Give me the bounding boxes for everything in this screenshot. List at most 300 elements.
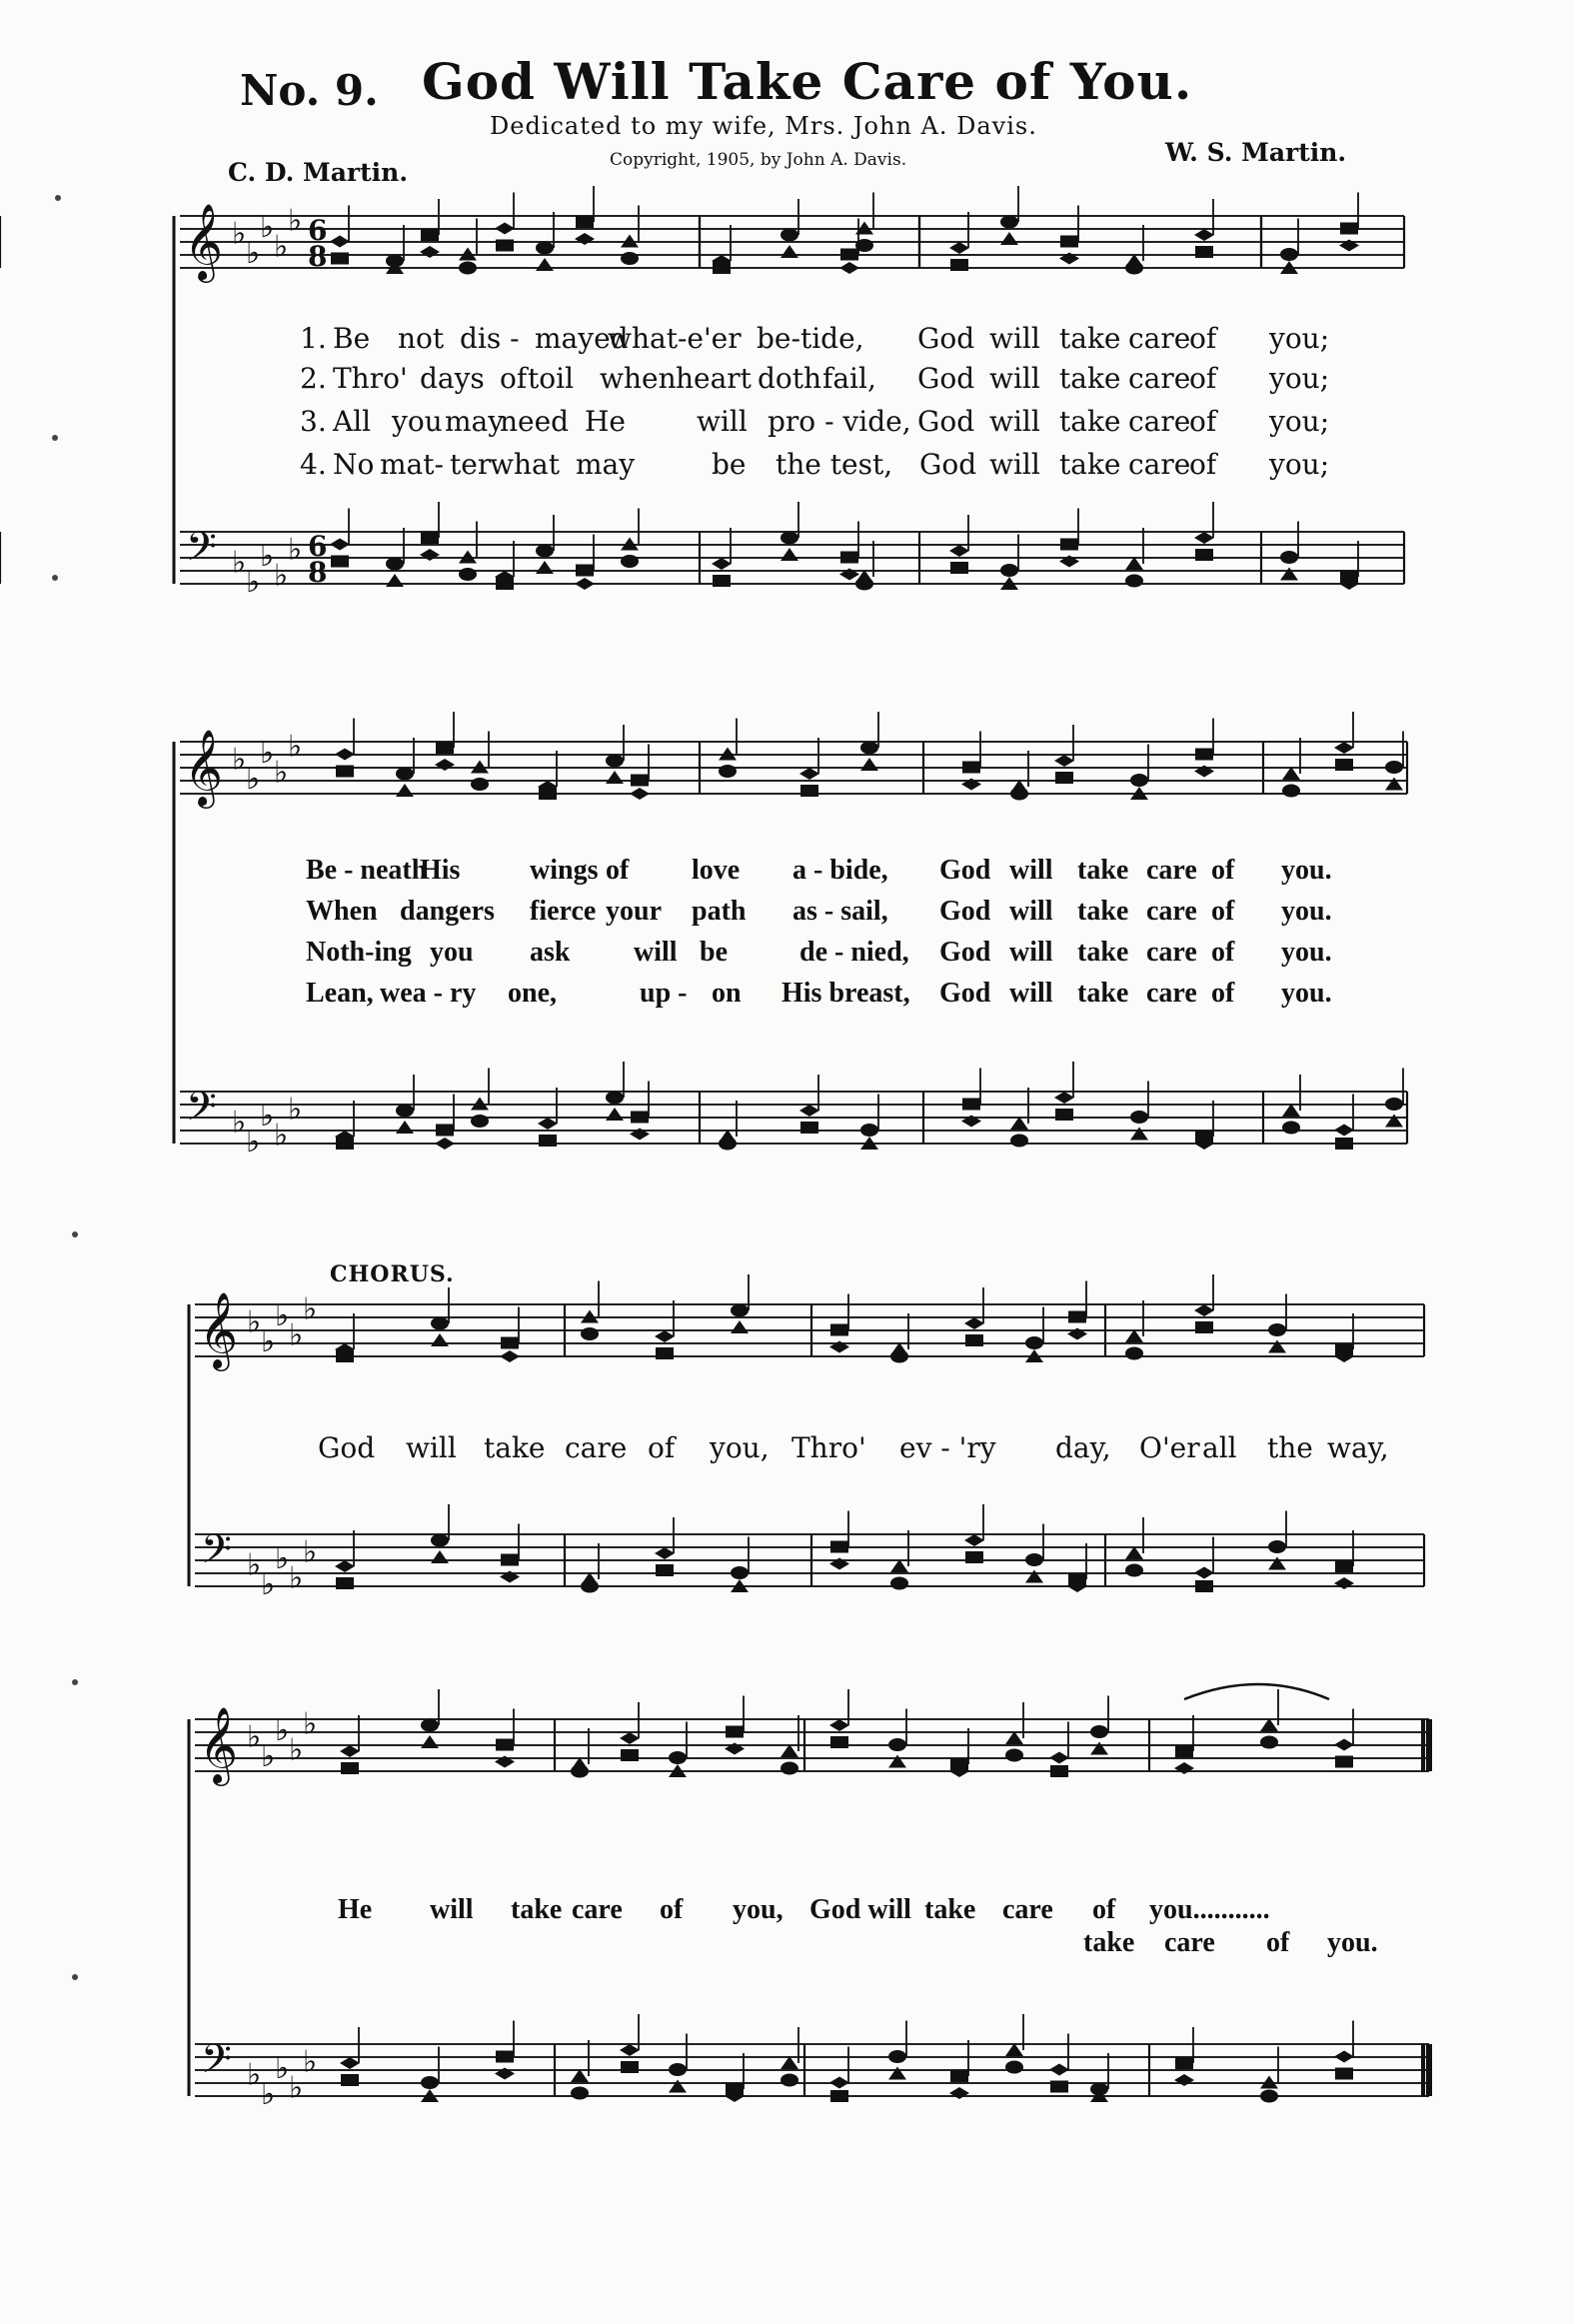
shape-note <box>495 223 515 235</box>
shape-note <box>396 1121 414 1134</box>
shape-note <box>840 249 858 261</box>
flat-sign: ♭ <box>232 1105 247 1141</box>
lyric-word: God <box>318 1431 376 1464</box>
lyric-word: of <box>1211 978 1235 1009</box>
shape-note <box>1175 2057 1193 2069</box>
lyric-word: take <box>1077 978 1129 1009</box>
lyric-word: Thro' <box>333 362 408 395</box>
shape-note <box>1335 1756 1353 1768</box>
lyric-word: will <box>430 1894 474 1925</box>
shape-note <box>1055 1109 1073 1121</box>
shape-note <box>421 2076 439 2089</box>
shape-note <box>1010 1135 1028 1148</box>
shape-note <box>656 1564 674 1576</box>
lyric-word: wea - ry <box>380 978 477 1009</box>
shape-note <box>830 1736 848 1748</box>
flat-sign: ♭ <box>246 565 261 600</box>
flat-sign: ♭ <box>288 729 303 765</box>
tie-arc <box>1184 1684 1329 1699</box>
lyric-word: take <box>1083 1927 1135 1958</box>
lyric-word: ter <box>450 448 492 481</box>
shape-note <box>536 545 554 558</box>
shape-note <box>459 262 477 275</box>
shape-note <box>830 2090 848 2102</box>
shape-note <box>496 578 514 590</box>
lyric-word: Be <box>333 322 371 355</box>
flat-sign: ♭ <box>232 742 247 778</box>
lyric-word: you <box>430 937 474 968</box>
shape-note <box>1049 2064 1069 2076</box>
flat-sign: ♭ <box>303 1534 318 1570</box>
shape-note <box>1060 236 1078 248</box>
shape-note <box>830 1324 848 1336</box>
shape-note <box>1025 1570 1043 1583</box>
shape-note <box>888 1755 906 1768</box>
lyric-word: Lean, <box>306 978 374 1009</box>
flat-sign: ♭ <box>274 558 289 594</box>
lyric-word: God <box>917 405 975 438</box>
flat-sign: ♭ <box>288 1092 303 1128</box>
shape-note <box>621 2061 639 2073</box>
shape-note <box>1068 1311 1086 1323</box>
lyric-word: all <box>1202 1431 1237 1464</box>
shape-note <box>536 258 554 271</box>
shape-note <box>459 568 477 581</box>
flat-sign: ♭ <box>247 2057 262 2093</box>
lyric-word: When <box>306 896 378 927</box>
lyric-word: when <box>600 362 677 395</box>
shape-note <box>341 2074 359 2086</box>
flat-sign: ♭ <box>274 755 289 791</box>
shape-note <box>576 216 594 228</box>
lyric-word: of <box>606 855 630 886</box>
lyric-word: 3. <box>300 405 327 438</box>
shape-note <box>1280 551 1298 564</box>
chorus-line-2-alto <box>0 1927 1574 1961</box>
shape-note <box>888 2050 906 2063</box>
shape-note <box>621 555 639 568</box>
lyric-word: you. <box>1281 978 1332 1009</box>
shape-note <box>336 766 354 778</box>
shape-note <box>621 1749 639 1761</box>
verse-1-line-2 <box>0 855 1574 889</box>
lyric-word: toil <box>528 362 575 395</box>
time-signature: 8 <box>308 240 328 273</box>
lyric-word: God <box>917 362 975 395</box>
shape-note <box>435 759 455 771</box>
lyric-word: God <box>939 855 991 886</box>
flat-sign: ♭ <box>303 1706 318 1742</box>
lyric-word: you. <box>1281 855 1332 886</box>
lyric-word: as - sail, <box>792 896 888 927</box>
flat-sign: ♭ <box>246 1125 261 1160</box>
shape-note <box>1049 1752 1069 1764</box>
shape-note <box>501 1554 519 1566</box>
scan-speck <box>52 435 58 441</box>
lyric-word: love <box>692 855 741 886</box>
shape-note <box>631 1112 649 1124</box>
shape-note <box>1010 788 1028 801</box>
lyric-word: care <box>1128 405 1191 438</box>
shape-note <box>1334 742 1354 754</box>
shape-note <box>1175 1745 1193 1757</box>
shape-note <box>496 2051 514 2063</box>
shape-note <box>965 1551 983 1563</box>
lyric-word: of <box>1092 1894 1116 1925</box>
treble-clef: 𝄞 <box>184 203 224 280</box>
flat-sign: ♭ <box>288 532 303 568</box>
verse-4-line-2 <box>0 978 1574 1012</box>
lyric-word: of <box>1211 937 1235 968</box>
shape-note <box>421 229 439 241</box>
shape-note <box>781 2074 798 2087</box>
lyric-word: up - <box>640 978 688 1009</box>
lyric-word: Noth-ing <box>306 937 412 968</box>
shape-note <box>630 788 650 800</box>
shape-note <box>1334 1739 1354 1751</box>
shape-note <box>1282 1122 1300 1135</box>
lyric-word: path <box>692 896 747 927</box>
shape-note <box>829 1719 849 1731</box>
lyric-word: God <box>917 322 975 355</box>
verse-3-line-2 <box>0 937 1574 971</box>
lyric-word: ev - 'ry <box>899 1431 996 1464</box>
shape-note <box>860 742 878 755</box>
shape-note <box>655 1547 675 1559</box>
shape-note <box>964 1534 984 1546</box>
lyric-word: God <box>919 448 977 481</box>
shape-note <box>656 1347 674 1359</box>
shape-note <box>1000 232 1018 245</box>
shape-note <box>731 1320 749 1333</box>
shape-note <box>1268 1557 1286 1570</box>
shape-note <box>890 1577 908 1590</box>
shape-note <box>496 1739 514 1751</box>
shape-note <box>799 1105 819 1117</box>
flat-sign: ♭ <box>288 203 303 239</box>
shape-note <box>712 558 732 570</box>
shape-note <box>1335 1560 1353 1572</box>
shape-note <box>386 574 404 587</box>
shape-note <box>396 1105 414 1118</box>
lyric-word: wings <box>530 855 599 886</box>
flat-sign: ♭ <box>247 1547 262 1583</box>
shape-note <box>606 1108 624 1121</box>
shape-note <box>840 552 858 564</box>
scan-speck <box>55 195 61 201</box>
lyric-word: 4. <box>300 448 327 481</box>
lyric-word: Thro' <box>791 1431 866 1464</box>
flat-sign: ♭ <box>261 1324 276 1359</box>
time-signature: 8 <box>308 556 328 589</box>
lyric-word: take <box>484 1431 546 1464</box>
lyric-word: God <box>939 937 991 968</box>
shape-note <box>950 562 968 574</box>
shape-note <box>949 545 969 557</box>
shape-note <box>1090 1742 1108 1755</box>
shape-note <box>719 1138 737 1151</box>
lyric-word: take <box>1059 448 1121 481</box>
shape-note <box>341 1762 359 1774</box>
shape-note <box>421 1719 439 1732</box>
lyric-word: take <box>1059 322 1121 355</box>
lyric-word: take <box>924 1894 976 1925</box>
shape-note <box>890 1350 908 1363</box>
time-signature: 6 <box>308 214 328 247</box>
lyric-word: God will <box>809 1894 911 1925</box>
flat-sign: ♭ <box>247 1304 262 1340</box>
shape-note <box>962 1099 980 1111</box>
chorus-line-2 <box>0 1894 1574 1928</box>
shape-note <box>655 1330 675 1342</box>
lyric-word: mat- <box>380 448 444 481</box>
shape-note <box>431 1534 449 1547</box>
shape-note <box>1005 2061 1023 2074</box>
lyric-word: the <box>1267 1431 1313 1464</box>
shape-note <box>1174 1762 1194 1774</box>
lyric-word: take <box>1059 362 1121 395</box>
flat-sign: ♭ <box>260 539 275 574</box>
shape-note <box>800 785 818 797</box>
shape-note <box>431 1317 449 1330</box>
shape-note <box>431 1333 449 1346</box>
shape-note <box>496 240 514 252</box>
lyric-word: not <box>398 322 445 355</box>
shape-note <box>581 1327 599 1340</box>
shape-note <box>1195 1580 1213 1592</box>
composer: W. S. Martin. <box>1165 138 1347 167</box>
lyric-word: heart <box>676 362 752 395</box>
lyric-word: God <box>939 978 991 1009</box>
lyric-word: care <box>572 1894 623 1925</box>
lyric-word: a - bide, <box>792 855 888 886</box>
lyric-word: what-e'er <box>608 322 742 355</box>
shape-note <box>1340 223 1358 235</box>
shape-note <box>336 1577 354 1589</box>
lyric-word: will <box>989 405 1040 438</box>
bass-clef: 𝄢 <box>201 2036 232 2092</box>
shape-note <box>1385 1098 1403 1111</box>
shape-note <box>1050 1765 1068 1777</box>
shape-note <box>1130 1128 1148 1141</box>
lyric-word: you. <box>1281 896 1332 927</box>
shape-note <box>1194 1567 1214 1579</box>
lyric-word: you. <box>1281 937 1332 968</box>
shape-note <box>1125 1347 1143 1360</box>
lyric-word: will <box>1009 937 1053 968</box>
lyric-word: of <box>1211 855 1235 886</box>
shape-note <box>1125 575 1143 588</box>
shape-note <box>888 2067 906 2080</box>
shape-note <box>606 755 624 768</box>
flat-sign: ♭ <box>246 236 261 271</box>
shape-note <box>420 246 440 258</box>
lyric-word: No <box>333 448 375 481</box>
hymn-number: No. 9. <box>240 66 379 115</box>
lyric-word: of <box>1266 1927 1290 1958</box>
shape-note <box>1090 1725 1108 1738</box>
shape-note <box>335 749 355 761</box>
lyric-word: be <box>712 448 747 481</box>
flat-sign: ♭ <box>260 210 275 245</box>
shape-note <box>1335 759 1353 771</box>
shape-note <box>1000 564 1018 577</box>
flat-sign: ♭ <box>261 1739 276 1774</box>
lyric-word: He <box>585 405 626 438</box>
lyric-word: may <box>576 448 636 481</box>
lyric-word: care <box>1146 978 1197 1009</box>
flat-sign: ♭ <box>274 229 289 265</box>
lyric-word: you, <box>710 1431 770 1464</box>
lyric-word: will <box>989 322 1040 355</box>
shape-note <box>888 1738 906 1751</box>
bass-clef: 𝄢 <box>186 1084 217 1140</box>
shape-note <box>330 236 350 248</box>
shape-note <box>781 532 798 545</box>
shape-note <box>575 578 595 590</box>
flat-sign: ♭ <box>289 1560 304 1596</box>
scan-speck <box>72 1974 78 1980</box>
lyric-word: you; <box>1269 362 1330 395</box>
shape-note <box>576 565 594 577</box>
shape-note <box>1194 1304 1214 1316</box>
shape-note <box>421 1735 439 1748</box>
shape-note <box>1025 1553 1043 1566</box>
bass-clef: 𝄢 <box>201 1526 232 1582</box>
shape-note <box>571 2087 589 2100</box>
shape-note <box>435 1138 455 1150</box>
lyric-word: take <box>1059 405 1121 438</box>
lyric-word: of <box>1189 448 1217 481</box>
lyric-word: care <box>1164 1927 1215 1958</box>
lyric-word: of <box>660 1894 684 1925</box>
shape-note <box>1195 1321 1213 1333</box>
lyric-word: may <box>445 405 505 438</box>
lyric-word: your <box>606 896 662 927</box>
flat-sign: ♭ <box>232 545 247 581</box>
lyric-word: fail, <box>822 362 876 395</box>
shape-note <box>1282 785 1300 798</box>
flat-sign: ♭ <box>275 1541 290 1576</box>
lyric-word: care <box>1146 896 1197 927</box>
lyric-word: the test, <box>776 448 893 481</box>
lyric-word: you. <box>1327 1927 1378 1958</box>
lyric-word: you; <box>1269 405 1330 438</box>
shape-note <box>1195 749 1213 761</box>
hymn-title: God Will Take Care of You. <box>422 52 1193 111</box>
shape-note <box>799 768 819 780</box>
shape-note <box>713 262 731 274</box>
shape-note <box>731 1304 749 1317</box>
flat-sign: ♭ <box>246 762 261 797</box>
lyric-word: care <box>1146 855 1197 886</box>
shape-note <box>1194 532 1214 544</box>
treble-clef: 𝄞 <box>199 1291 239 1368</box>
flat-sign: ♭ <box>303 2044 318 2080</box>
lyric-word: will <box>1009 978 1053 1009</box>
lyric-word: you <box>392 405 443 438</box>
treble-clef: 𝄞 <box>199 1706 239 1783</box>
shape-note <box>1174 2074 1194 2086</box>
lyric-word: will <box>989 448 1040 481</box>
lyric-word: need <box>500 405 570 438</box>
shape-note <box>606 1092 624 1105</box>
shape-note <box>571 1765 589 1778</box>
lyric-word: what <box>490 448 560 481</box>
scan-speck <box>72 1231 78 1237</box>
shape-note <box>575 233 595 245</box>
shape-note <box>964 1317 984 1329</box>
shape-note <box>965 1334 983 1346</box>
shape-note <box>1260 1736 1278 1749</box>
shape-note <box>860 1124 878 1137</box>
shape-note <box>538 1118 558 1130</box>
shape-note <box>606 771 624 784</box>
shape-note <box>950 259 968 271</box>
lyric-word: days <box>420 362 485 395</box>
chorus-label: CHORUS. <box>330 1261 455 1287</box>
flat-sign: ♭ <box>261 1567 276 1602</box>
shape-note <box>471 1115 489 1128</box>
shape-note <box>1385 761 1403 774</box>
shape-note <box>839 262 859 274</box>
lyric-word: take <box>511 1894 563 1925</box>
shape-note <box>1334 1125 1354 1137</box>
verse-2-line-2 <box>0 896 1574 930</box>
flat-sign: ♭ <box>274 1118 289 1154</box>
shape-note <box>420 549 440 561</box>
shape-note <box>336 1138 354 1150</box>
lyric-word: care <box>1128 322 1191 355</box>
shape-note <box>1000 216 1018 229</box>
shape-note <box>1195 246 1213 258</box>
shape-note <box>1334 2051 1354 2063</box>
shape-note <box>620 1732 640 1744</box>
flat-sign: ♭ <box>260 736 275 771</box>
lyric-word: care <box>1128 362 1191 395</box>
lyric-word: way, <box>1327 1431 1389 1464</box>
lyric-word: will <box>634 937 678 968</box>
lyric-word: All <box>333 405 372 438</box>
lyric-word: de - nied, <box>799 937 909 968</box>
lyric-word: fierce <box>530 896 597 927</box>
shape-note <box>431 1550 449 1563</box>
lyric-word: 2. <box>300 362 327 395</box>
lyric-word: be <box>700 937 728 968</box>
shape-note <box>500 1350 520 1362</box>
lyric-word: O'er <box>1139 1431 1200 1464</box>
lyric-word: of <box>500 362 528 395</box>
shape-note <box>396 784 414 797</box>
lyric-word: dis - <box>460 322 520 355</box>
lyric-word: will <box>406 1431 457 1464</box>
lyric-word: care <box>1002 1894 1053 1925</box>
shape-note <box>726 1726 744 1738</box>
shape-note <box>781 548 798 561</box>
lyric-word: pro - vide, <box>768 405 911 438</box>
shape-note <box>1130 774 1148 787</box>
shape-note <box>1334 1577 1354 1589</box>
verse-2-line-1 <box>0 362 1574 396</box>
flat-sign: ♭ <box>303 1291 318 1327</box>
shape-note <box>781 229 798 242</box>
lyric-word: care <box>565 1431 628 1464</box>
shape-note <box>581 1580 599 1593</box>
shape-note <box>621 252 639 265</box>
lyric-word: God <box>939 896 991 927</box>
shape-note <box>1050 2081 1068 2093</box>
shape-note <box>1280 248 1298 261</box>
